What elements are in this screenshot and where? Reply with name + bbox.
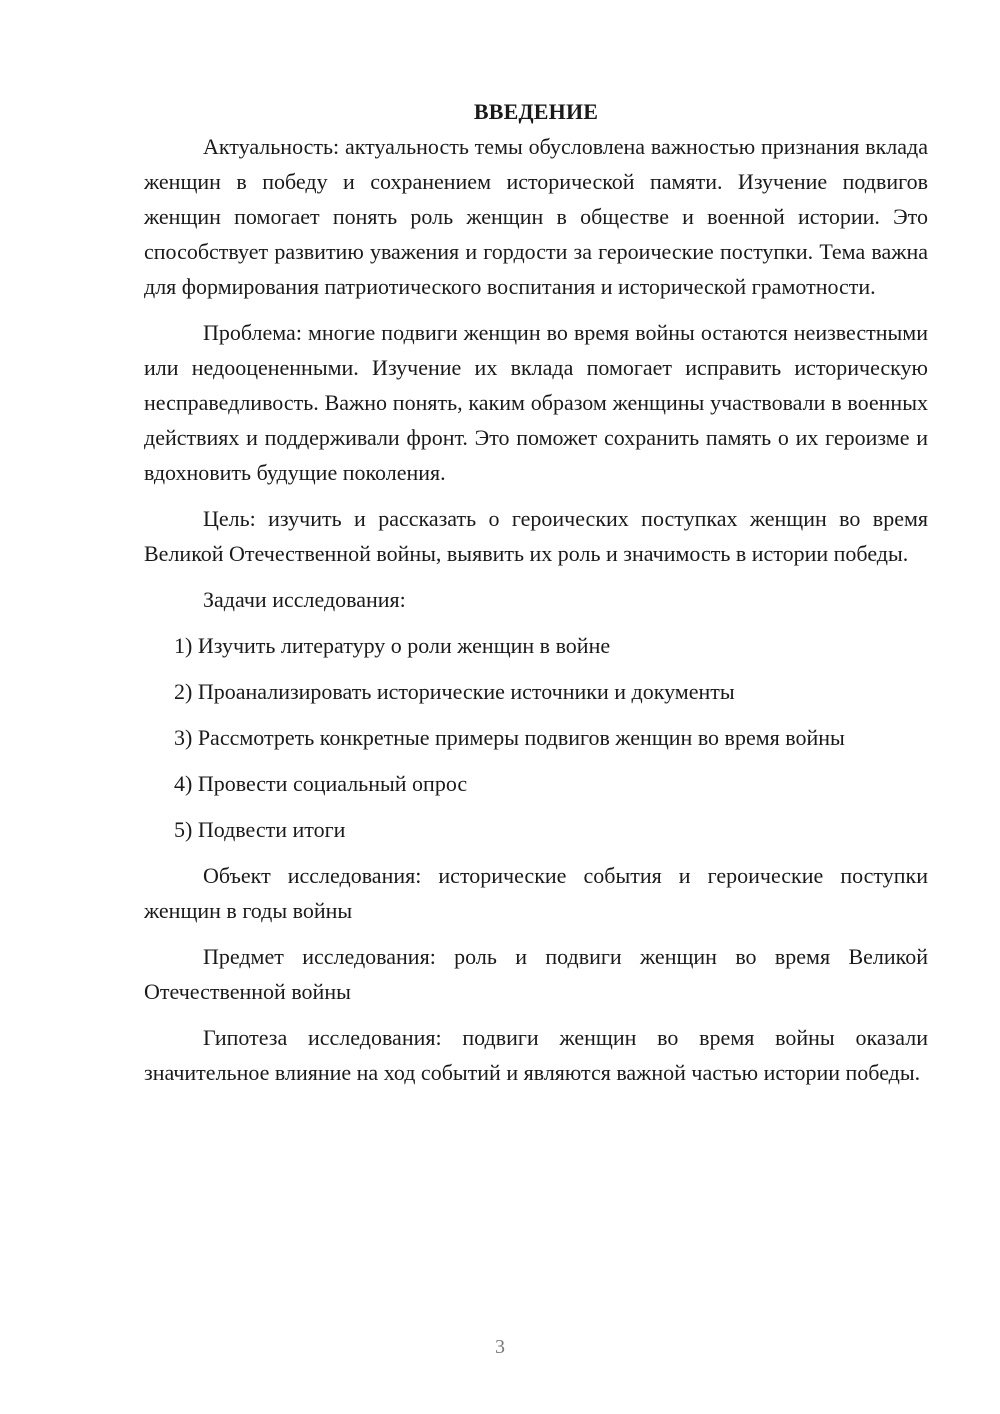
goal-paragraph: Цель: изучить и рассказать о героических поступках женщин во время Великой Отечественной войны, выявить их роль и значимость в истории победы. xyxy=(144,506,928,566)
document-page xyxy=(144,94,928,1101)
page-number: 3 xyxy=(495,1336,505,1358)
section-heading: ВВЕДЕНИЕ xyxy=(473,99,599,124)
list-item: 1) Изучить литературу о роли женщин в войне xyxy=(174,633,611,658)
tasks-list xyxy=(144,628,928,847)
subject-paragraph: Предмет исследования: роль и подвиги женщин во время Великой Отечественной войны xyxy=(144,944,928,1004)
problem-paragraph: Проблема: многие подвиги женщин во время войны остаются неизвестными или недооцененными. Изучение их вклада помогает исправить историческую несправедливость. Важно понять, каким образом женщины участвовали в военных действиях и поддерживали фронт. Это поможет сохранить память о их героизме и вдохновить будущие поколения. xyxy=(144,320,928,485)
hypothesis-paragraph: Гипотеза исследования: подвиги женщин во время войны оказали значительное влияние на ход событий и являются важной частью истории победы. xyxy=(144,1025,928,1085)
list-item: 3) Рассмотреть конкретные примеры подвигов женщин во время войны xyxy=(174,725,845,750)
list-item: 5) Подвести итоги xyxy=(174,817,346,842)
list-item: 4) Провести социальный опрос xyxy=(174,771,468,796)
tasks-title: Задачи исследования: xyxy=(203,587,406,612)
relevance-paragraph: Актуальность: актуальность темы обусловлена важностью признания вклада женщин в победу и сохранением исторической памяти. Изучение подвигов женщин помогает понять роль женщин в обществе и военной истории. Это способствует развитию уважения и гордости за героические поступки. Тема важна для формирования патриотического воспитания и исторической грамотности. xyxy=(144,134,928,299)
list-item: 2) Проанализировать исторические источники и документы xyxy=(174,679,735,704)
object-paragraph: Объект исследования: исторические события и героические поступки женщин в годы войны xyxy=(144,863,928,923)
